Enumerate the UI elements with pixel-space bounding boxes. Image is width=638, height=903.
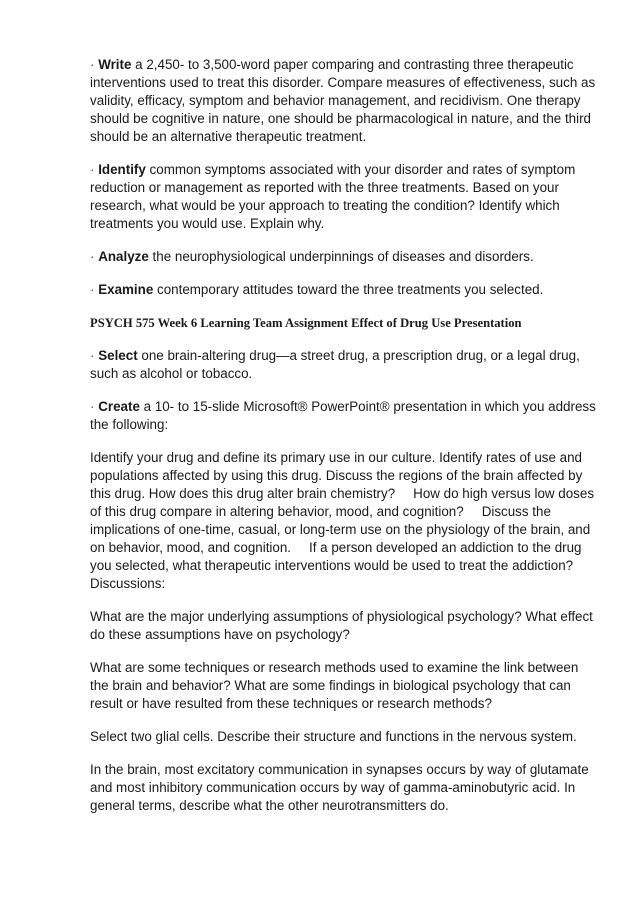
write-text: a 2,450- to 3,500-word paper comparing and contrasting three therapeutic interventions used to treat this disorder. Compare measures of effectiveness, such as validity, efficacy, symptom and behavior management, and recidivism. One therapy should be cognitive in nature, one should be pharmacological in nature, and the third should be an alternative therapeutic treatment. xyxy=(90,57,596,144)
write-instruction xyxy=(90,56,600,146)
discussions-label: Discussions: xyxy=(90,576,166,591)
analyze-keyword: Analyze xyxy=(98,249,149,264)
create-text: a 10- to 15-slide Microsoft® PowerPoint® presentation in which you address the following: xyxy=(90,399,596,432)
analyze-text: the neurophysiological underpinnings of diseases and disorders. xyxy=(148,249,534,264)
examine-text: contemporary attitudes toward the three treatments you selected. xyxy=(153,282,544,297)
assignment-heading: PSYCH 575 Week 6 Learning Team Assignment Effect of Drug Use Presentation xyxy=(90,316,522,330)
discussion-question: In the brain, most excitatory communication in synapses occurs by way of glutamate and most inhibitory communication occurs by way of gamma-aminobutyric acid. In general terms, describe what the other neurotransmitters do. xyxy=(90,762,589,813)
requirement-text: If a person developed an addiction to the drug you selected, what therapeutic interventions would be used to treat the addiction? xyxy=(90,540,582,573)
bullet-mark: · xyxy=(90,249,95,264)
discussion-question: What are some techniques or research methods used to examine the link between the brain and behavior? What are some findings in biological psychology that can result or have resulted from these techniques or research methods? xyxy=(90,660,579,711)
bullet-mark: · xyxy=(90,162,95,177)
discussion-question: Select two glial cells. Describe their structure and functions in the nervous system. xyxy=(90,729,577,744)
identify-text: common symptoms associated with your disorder and rates of symptom reduction or management as reported with the three treatments. Based on your research, what would be your approach to treating the condition? Identify which treatments you would use. Explain why. xyxy=(90,162,576,231)
select-keyword: Select xyxy=(98,348,138,363)
bullet-mark: · xyxy=(90,282,95,297)
requirement-text: Discuss the implications of one-time, casual, or long-term use on the physiology of the brain, and on behavior, mood, and cognition. xyxy=(90,504,591,555)
document-page xyxy=(90,56,600,830)
bullet-mark: · xyxy=(90,348,95,363)
bullet-mark: · xyxy=(90,399,95,414)
identify-keyword: Identify xyxy=(98,162,146,177)
write-keyword: Write xyxy=(98,57,132,72)
identify-instruction xyxy=(90,161,600,233)
examine-keyword: Examine xyxy=(98,282,154,297)
examine-instruction xyxy=(90,281,600,299)
discussion-question: What are the major underlying assumptions of physiological psychology? What effect do these assumptions have on psychology? xyxy=(90,609,593,642)
presentation-requirements xyxy=(90,449,600,575)
select-text: one brain-altering drug—a street drug, a prescription drug, or a legal drug, such as alcohol or tobacco. xyxy=(90,348,580,381)
bullet-mark: · xyxy=(90,57,95,72)
select-instruction xyxy=(90,347,600,383)
create-keyword: Create xyxy=(98,399,140,414)
requirement-text: How do high versus low doses of this drug compare in altering behavior, mood, and cognition? xyxy=(90,486,595,519)
requirement-text: Identify your drug and define its primary use in our culture. Identify rates of use and populations affected by using this drug. Discuss the regions of the brain affected by this drug. How does this drug alter brain chemistry? xyxy=(90,450,583,501)
create-instruction xyxy=(90,398,600,434)
analyze-instruction xyxy=(90,248,600,266)
